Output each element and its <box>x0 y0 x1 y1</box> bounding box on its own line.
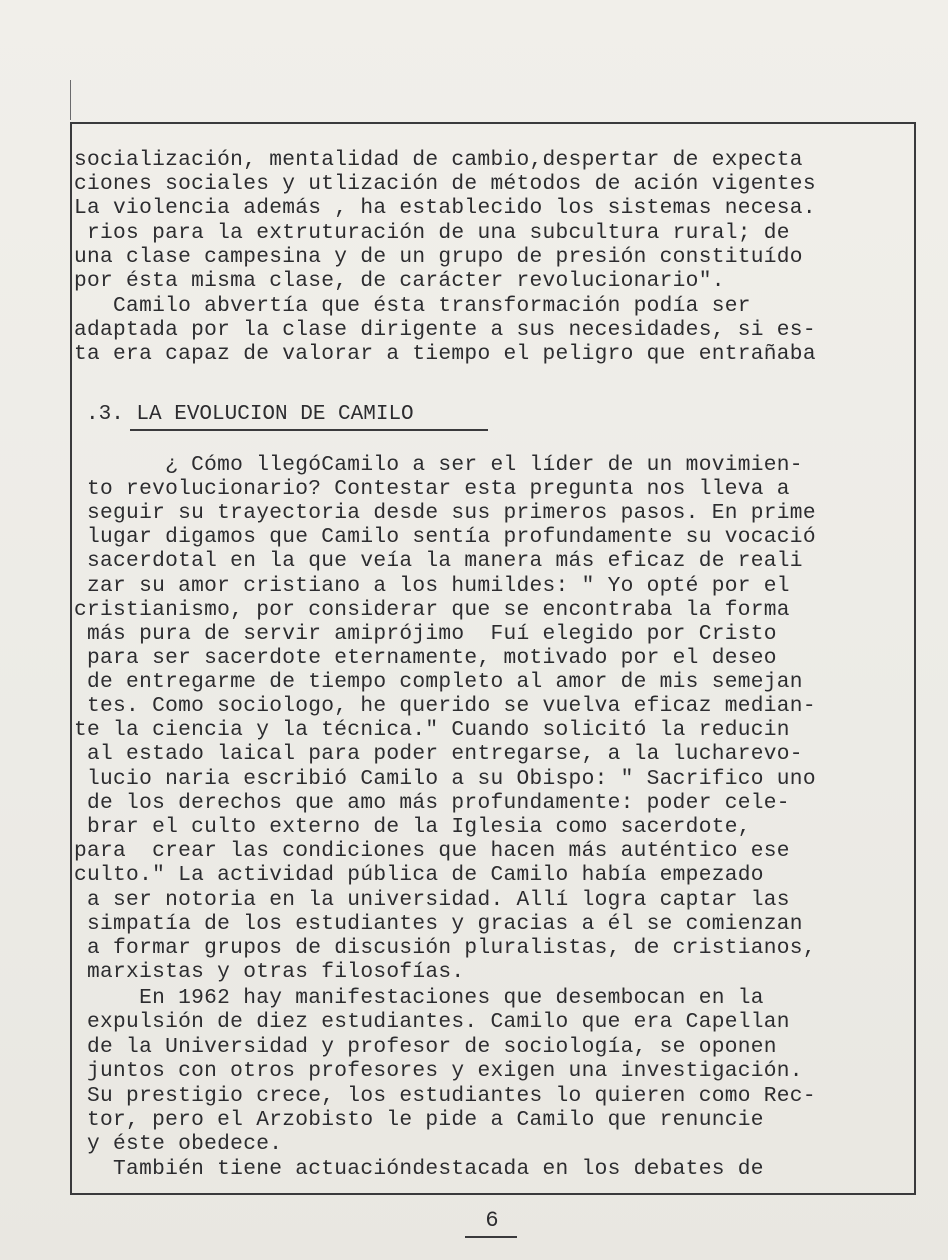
text-line: y éste obedece. <box>74 1132 283 1156</box>
text-line: tor, pero el Arzobisto le pide a Camilo que renuncie <box>74 1108 764 1132</box>
text-line: expulsión de diez estudiantes. Camilo que era Capellan <box>74 1010 790 1034</box>
text-line: para crear las condiciones que hacen más auténtico ese <box>74 839 790 863</box>
text-line: una clase campesina y de un grupo de presión constituído <box>74 245 803 269</box>
text-line: zar su amor cristiano a los humildes: " Yo opté por el <box>74 574 790 598</box>
text-line: simpatía de los estudiantes y gracias a él se comienzan <box>74 912 803 936</box>
text-line: juntos con otros profesores y exigen una investigación. <box>74 1059 803 1083</box>
text-line: a ser notoria en la universidad. Allí logra captar las <box>74 888 790 912</box>
page-number: 6 <box>485 1208 499 1233</box>
section-heading: .3. LA EVOLUCION DE CAMILO <box>86 403 414 426</box>
text-line: cristianismo, por considerar que se encontraba la forma <box>74 598 790 622</box>
text-line: ¿ Cómo llegóCamilo a ser el líder de un movimien- <box>74 453 803 477</box>
text-line: marxistas y otras filosofías. <box>74 960 465 984</box>
text-line: a formar grupos de discusión pluralistas, de cristianos, <box>74 936 816 960</box>
text-line: para ser sacerdote eternamente, motivado por el deseo <box>74 646 777 670</box>
text-line: También tiene actuacióndestacada en los debates de <box>74 1157 764 1181</box>
text-line: de entregarme de tiempo completo al amor de mis semejan <box>74 670 803 694</box>
text-line: ciones sociales y utlización de métodos de ación vigentes <box>74 172 816 196</box>
text-line: La violencia además , ha establecido los sistemas necesa. <box>74 196 816 220</box>
text-line: ta era capaz de valorar a tiempo el peligro que entrañaba <box>74 342 816 366</box>
text-line: brar el culto externo de la Iglesia como sacerdote, <box>74 815 751 839</box>
text-line: tes. Como sociologo, he querido se vuelva eficaz median- <box>74 694 816 718</box>
heading-underline <box>130 429 488 431</box>
text-line: más pura de servir amiprójimo Fuí elegido por Cristo <box>74 622 777 646</box>
text-line: Su prestigio crece, los estudiantes lo quieren como Rec- <box>74 1084 816 1108</box>
text-line: En 1962 hay manifestaciones que desembocan en la <box>74 986 764 1010</box>
text-line: to revolucionario? Contestar esta pregunta nos lleva a <box>74 477 790 501</box>
text-line: lucio naria escribió Camilo a su Obispo: " Sacrifico uno <box>74 767 816 791</box>
text-line: te la ciencia y la técnica." Cuando solicitó la reducin <box>74 718 790 742</box>
text-line: lugar digamos que Camilo sentía profundamente su vocació <box>74 525 816 549</box>
text-line: al estado laical para poder entregarse, a la lucharevo- <box>74 742 803 766</box>
text-line: de la Universidad y profesor de sociología, se oponen <box>74 1035 777 1059</box>
text-line: socialización, mentalidad de cambio,despertar de expecta <box>74 148 803 172</box>
punch-margin-mark <box>70 80 71 120</box>
text-line: adaptada por la clase dirigente a sus necesidades, si es- <box>74 318 816 342</box>
text-line: Camilo abvertía que ésta transformación podía ser <box>74 294 751 318</box>
page-number-underline <box>465 1236 517 1238</box>
text-line: por ésta misma clase, de carácter revolucionario". <box>74 269 725 293</box>
text-line: seguir su trayectoria desde sus primeros pasos. En prime <box>74 501 816 525</box>
text-line: rios para la extruturación de una subcultura rural; de <box>74 221 790 245</box>
text-line: de los derechos que amo más profundamente: poder cele- <box>74 791 790 815</box>
text-line: sacerdotal en la que veía la manera más eficaz de reali <box>74 549 803 573</box>
text-line: culto." La actividad pública de Camilo había empezado <box>74 863 764 887</box>
